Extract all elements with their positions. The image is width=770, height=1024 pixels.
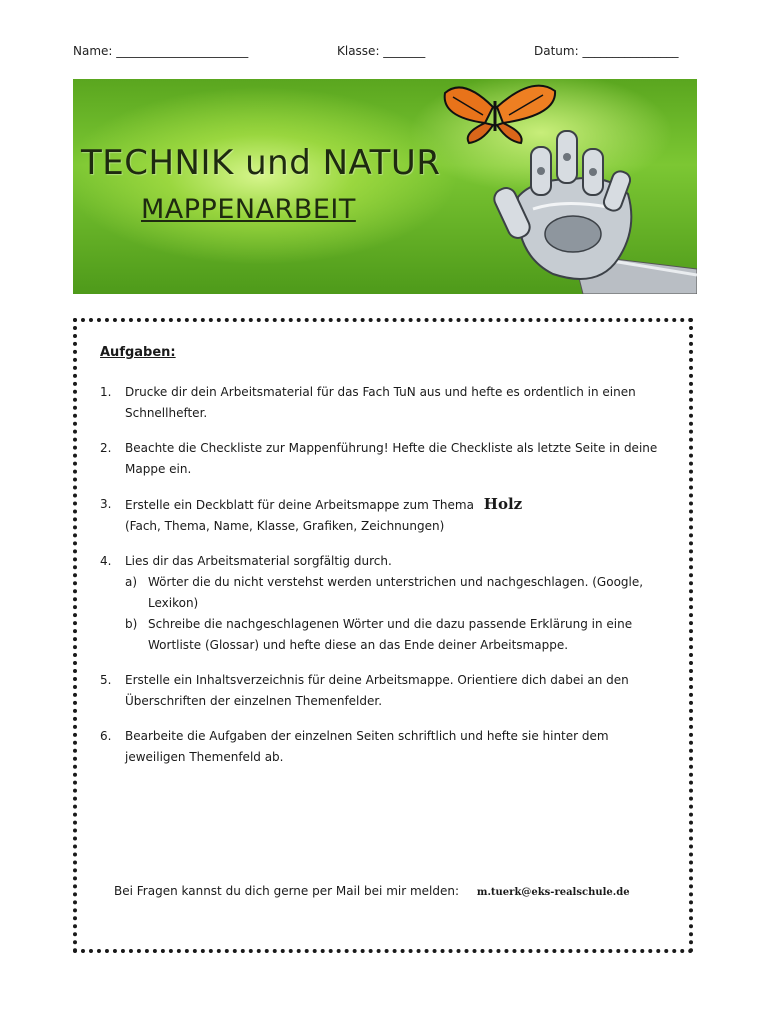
subtask-item [125, 572, 670, 614]
tasks-heading: Aufgaben: [100, 345, 176, 360]
subtask-text: Schreibe die nachgeschlagenen Wörter und die dazu passende Erklärung in eine Wortliste (Glossar) und hefte diese an das Ende deiner Arbeitsmappe. [148, 617, 633, 652]
task-text: Erstelle ein Deckblatt für deine Arbeitsmappe zum Thema [125, 498, 474, 512]
subtask-letter: a) [125, 575, 138, 589]
task-text: Drucke dir dein Arbeitsmaterial für das Fach TuN aus und hefte es ordentlich in einen Schnellhefter. [125, 385, 636, 420]
task-item [100, 551, 670, 656]
task-text: Erstelle ein Inhaltsverzeichnis für deine Arbeitsmappe. Orientiere dich dabei an den Überschriften der einzelnen Themenfelder. [125, 673, 629, 708]
name-field-label: Name: ______________________ [73, 44, 249, 58]
task-item [100, 382, 670, 424]
task-number: 6. [100, 729, 112, 743]
topic-emphasis: Holz [483, 495, 523, 513]
subtask-letter: b) [125, 617, 138, 631]
task-number: 3. [100, 497, 112, 511]
contact-footer [114, 884, 630, 898]
task-number: 4. [100, 554, 112, 568]
task-number: 2. [100, 441, 112, 455]
subtask-list [125, 572, 670, 656]
date-field-label: Datum: ________________ [534, 44, 679, 58]
robot-hand-butterfly-illustration [423, 79, 697, 294]
contact-text: Bei Fragen kannst du dich gerne per Mail bei mir melden: [114, 884, 460, 898]
task-text: Bearbeite die Aufgaben der einzelnen Seiten schriftlich und hefte sie hinter dem jeweiligen Themenfeld ab. [125, 729, 609, 764]
task-text: Beachte die Checkliste zur Mappenführung! Hefte die Checkliste als letzte Seite in deine Mappe ein. [125, 441, 658, 476]
banner-title: TECHNIK und NATUR [81, 143, 441, 183]
task-item [100, 438, 670, 480]
task-text: Lies dir das Arbeitsmaterial sorgfältig durch. [125, 554, 392, 568]
contact-email[interactable]: m.tuerk@eks-realschule.de [476, 887, 630, 898]
banner-subtitle: MAPPENARBEIT [141, 194, 356, 225]
subtask-text: Wörter die du nicht verstehst werden unterstrichen und nachgeschlagen. (Google, Lexikon) [148, 575, 644, 610]
class-field-label: Klasse: _______ [337, 44, 426, 58]
task-list [100, 382, 670, 782]
task-number: 1. [100, 385, 112, 399]
butterfly-icon [445, 86, 555, 143]
task-number: 5. [100, 673, 112, 687]
task-item [100, 670, 670, 712]
task-text-detail: (Fach, Thema, Name, Klasse, Grafiken, Zeichnungen) [125, 519, 445, 533]
task-item [100, 494, 670, 537]
title-banner [73, 79, 697, 294]
subtask-item [125, 614, 670, 656]
task-item [100, 726, 670, 768]
